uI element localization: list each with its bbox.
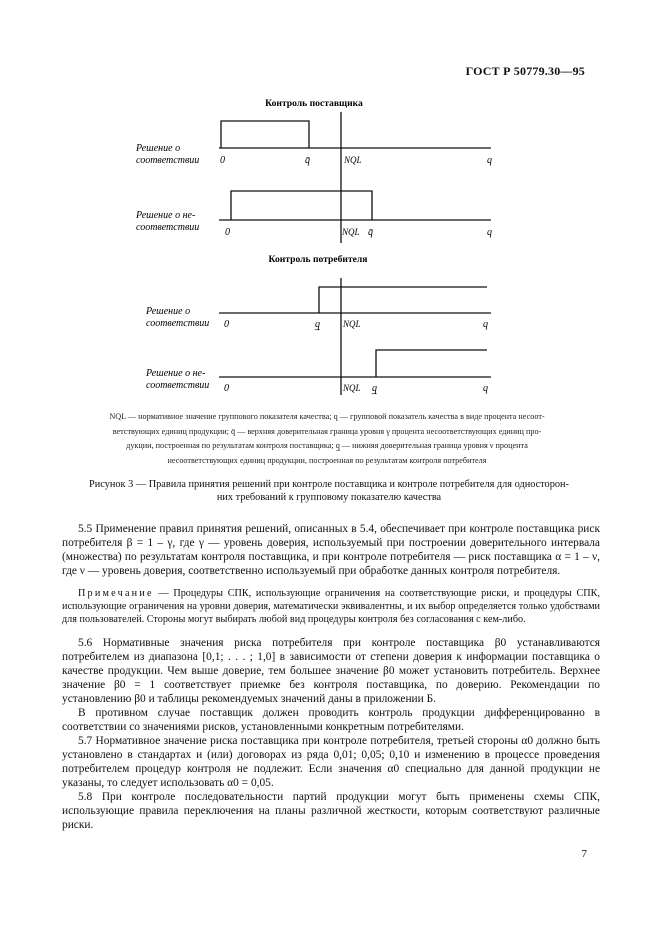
supplier-conform-qbar: q̄ [305,155,310,166]
paragraph-5-6-continued: В противном случае поставщик должен проводить контроль продукции дифференцированно в соответствии со значениями рисков, установленными конкретным потребителями. [62,706,600,733]
supplier-nonconform-qbar: q̄ [368,227,373,238]
paragraph-5-8: 5.8 При контроле последовательности партий продукции могут быть применены схемы СПК, использующие правила переключения на планы различной жесткости, которым соответствуют различные риски. [62,790,600,831]
note-label: Примечание [78,588,154,599]
supplier-conform-zero: 0 [220,155,225,166]
figure-caption [44,478,614,504]
consumer-conform-zero: 0 [224,319,229,330]
consumer-conform-label-1: Решение о [146,306,191,317]
consumer-conform-nql: NQL [343,319,361,329]
consumer-conform-qlow: q̲ [315,319,320,330]
note-paragraph [62,587,600,627]
document-body [62,522,600,832]
legend-line-2: ветствующих единиц продукции; q̄ — верхняя доверительная граница уровня γ процента несоответствующих единиц про- [112,426,542,436]
consumer-conform-q: q [483,319,488,330]
consumer-nonconform-nql: NQL [343,383,361,393]
supplier-conform-nql: NQL [344,155,362,165]
figure-legend [44,410,610,468]
legend-line-1: NQL — нормативное значение группового показателя качества; q — групповой показатель качества в виде процента несоот- [109,412,545,421]
consumer-nonconform-qlow: q̲ [372,383,377,394]
legend-line-3: дукции, построенная по результатам контроля поставщика; q̲ — нижняя доверительная граница уровня ν процента [126,441,528,450]
caption-line-2: них требований к групповому показателю качества [216,492,442,503]
supplier-conform-label-1: Решение о [136,143,181,154]
supplier-control-title: Контроль поставщика [265,98,363,109]
consumer-nonconform-zero: 0 [224,383,229,394]
paragraph-5-6: 5.6 Нормативные значения риска потребителя при контроле поставщика β0 устанавливаются потребителем из диапазона [0,1; . . . ; 1,0] в зависимости от степени доверия к информации поставщика о качестве продукции. Чем выше доверие, тем большее значение β0 может установить потребитель. Верхнее значение β0 = 1 соответствует приемке без контроля поставщика, по доверию. Рекомендации по установлению β0 и таблицы рекомендуемых значений даны в приложении Б. [62,636,600,705]
consumer-nonconform-label-2: соответствии [146,380,210,391]
note-text: — Процедуры СПК, использующие ограничения на соответствующие риски, и процедуры СПК, использующие ограничения на уровни доверия, математически эквивалентны, и их выбор определяется только удобствами для пользователей. Стороны могут выбирать любой вид процедуры контроля без согласования с кем-либо. [62,588,600,626]
supplier-nonconform-nql: NQL [342,227,360,237]
supplier-nonconform-step [231,191,372,220]
paragraph-5-7: 5.7 Нормативное значение риска поставщика при контроле потребителя, третьей стороны α0 должно быть установлено в стандартах и (или) договорах из ряда 0,01; 0,05; 0,10 и изменению в процессе проведения потребителем процедур контроля не подлежит. Если значения α0 специально для данной продукции не указаны, то следует использовать α0 = 0,05. [62,734,600,789]
supplier-nonconform-zero: 0 [225,227,230,238]
consumer-conform-label-2: соответствии [146,318,210,329]
consumer-nonconform-q: q [483,383,488,394]
caption-line-1: Рисунок 3 — Правила принятия решений при контроле поставщика и контроле потребителя для односторон- [89,479,569,490]
supplier-conform-q: q [487,155,492,166]
supplier-nonconform-label-1: Решение о не- [136,210,196,221]
consumer-nonconform-step [376,350,487,377]
supplier-nonconform-label-2: соответствии [136,222,200,233]
consumer-control-title: Контроль потребителя [268,254,368,265]
supplier-conform-label-2: соответствии [136,155,200,166]
supplier-nonconform-q: q [487,227,492,238]
supplier-conform-step [221,121,309,148]
paragraph-5-5: 5.5 Применение правил принятия решений, описанных в 5.4, обеспечивает при контроле поставщика риск потребителя β = 1 – γ, где γ — уровень доверия, используемый при построении доверительного интервала (множества) по результатам контроля поставщика, и при контроле потребителя — риск поставщика α = 1 – ν, где ν — уровень доверия, соответственно используемый при обработке данных контроля потребителя. [62,523,600,577]
consumer-conform-step [319,287,487,313]
page-number: 7 [581,848,587,860]
consumer-nonconform-label-1: Решение о не- [146,368,206,379]
document-code: ГОСТ Р 50779.30—95 [465,64,585,78]
legend-line-4: несоответствующих единиц продукции, построенная по результатам контроля потребителя [167,455,487,465]
